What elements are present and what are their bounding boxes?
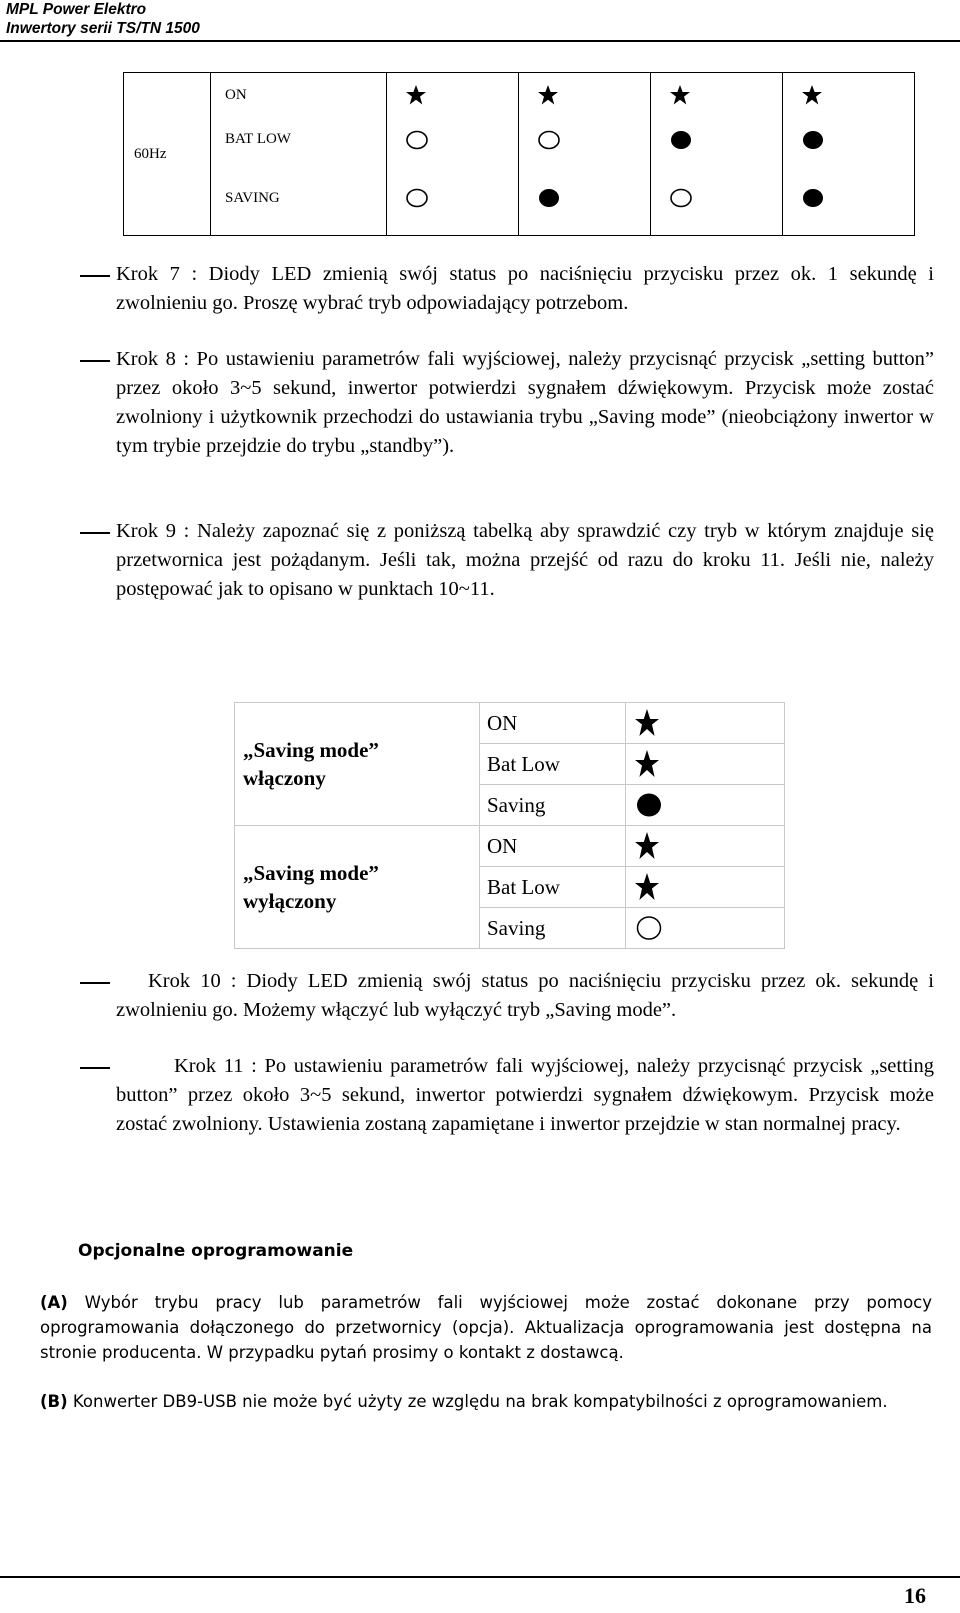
step-10-text: Krok 10 : Diody LED zmienią swój status po naciśnięciu przycisku przez ok. sekundę i zwolnieniu go. Możemy włączyć lub wyłączyć tryb „Saving mode”. — [116, 970, 934, 1021]
step-9-text: Krok 9 : Należy zapoznać się z poniższą tabelką aby sprawdzić czy tryb w którym znajduje się przetwornica jest pożądanym. Jeśli tak, można przejść od razu do kroku 11. Jeśli nie, należy postępować jak to opisano w punktach 10~11. — [116, 520, 934, 600]
step-10-block — [116, 967, 934, 1025]
footer-divider — [0, 1576, 960, 1578]
circle-outline-icon — [519, 117, 651, 161]
saving-mode-title: „Saving mode” — [243, 738, 379, 762]
circle-filled-icon — [626, 785, 785, 826]
saving-mode-on-cell — [235, 703, 480, 826]
saving-row-label: Bat Low — [480, 744, 626, 785]
product-name: Inwertory serii TS/TN 1500 — [6, 20, 200, 37]
star-icon — [626, 826, 785, 867]
option-b-paragraph — [40, 1389, 932, 1414]
option-a-label: (A) — [40, 1293, 68, 1312]
bullet-dash — [80, 1067, 110, 1069]
saving-row-label: ON — [480, 826, 626, 867]
star-icon — [651, 73, 783, 118]
circle-filled-icon — [783, 117, 915, 161]
circle-filled-icon — [651, 117, 783, 161]
saving-mode-state: wyłączony — [243, 889, 337, 913]
star-icon — [387, 73, 519, 118]
header-divider — [0, 40, 960, 42]
circle-filled-icon — [783, 162, 915, 236]
led-row-label-on: ON — [211, 73, 387, 118]
saving-mode-table — [234, 702, 785, 949]
led-status-table-60hz — [123, 72, 915, 236]
saving-row-label: Saving — [480, 785, 626, 826]
bullet-dash — [80, 532, 110, 534]
step-8-text: Krok 8 : Po ustawieniu parametrów fali wyjściowej, należy przycisnąć przycisk „setting button” przez około 3~5 sekund, inwertor potwierdzi sygnałem dźwiękowym. Przycisk może zostać zwolniony i użytkownik przechodzi do ustawiania trybu „Saving mode” (nieobciążony inwertor w tym trybie przejdzie do trybu „standby”). — [116, 348, 934, 457]
circle-outline-icon — [651, 162, 783, 236]
page-number: 16 — [904, 1583, 926, 1608]
star-icon — [626, 867, 785, 908]
company-name: MPL Power Elektro — [6, 1, 147, 18]
circle-outline-icon — [626, 908, 785, 949]
option-a-paragraph — [40, 1290, 932, 1365]
star-icon — [626, 703, 785, 744]
bullet-dash — [80, 275, 110, 277]
saving-row-label: Bat Low — [480, 867, 626, 908]
led-row-label-saving: SAVING — [211, 162, 387, 236]
bullet-dash — [80, 360, 110, 362]
option-b-text: Konwerter DB9-USB nie może być użyty ze względu na brak kompatybilności z oprogramowaniem. — [72, 1392, 888, 1411]
circle-filled-icon — [519, 162, 651, 236]
saving-mode-off-cell — [235, 826, 480, 949]
step-11-text: Krok 11 : Po ustawieniu parametrów fali wyjściowej, należy przycisnąć przycisk „setting button” przez około 3~5 sekund, inwertor potwierdzi sygnałem dźwiękowym. Przycisk może zostać zwolniony. Ustawienia zostaną zapamiętane i inwertor przejdzie w stan normalnej pracy. — [116, 1055, 934, 1135]
star-icon — [626, 744, 785, 785]
bullet-dash — [80, 982, 110, 984]
circle-outline-icon — [387, 117, 519, 161]
step-7-text: Krok 7 : Diody LED zmienią swój status po naciśnięciu przycisku przez ok. 1 sekundę i zwolnieniu go. Proszę wybrać tryb odpowiadający potrzebom. — [116, 263, 934, 314]
frequency-cell: 60Hz — [124, 73, 211, 236]
star-icon — [783, 73, 915, 118]
saving-row-label: ON — [480, 703, 626, 744]
circle-outline-icon — [387, 162, 519, 236]
option-b-label: (B) — [40, 1392, 68, 1411]
saving-mode-title: „Saving mode” — [243, 861, 379, 885]
step-11-block — [116, 1052, 934, 1139]
led-row-label-bat-low: BAT LOW — [211, 117, 387, 161]
section-title: Opcjonalne oprogramowanie — [78, 1241, 354, 1261]
option-a-text: Wybór trybu pracy lub parametrów fali wyjściowej może zostać dokonane przy pomocy oprogramowania dołączonego do przetwornicy (opcja). Aktualizacja oprogramowania jest dostępna na stronie producenta. W przypadku pytań prosimy o kontakt z dostawcą. — [40, 1293, 933, 1362]
saving-row-label: Saving — [480, 908, 626, 949]
saving-mode-state: włączony — [243, 766, 326, 790]
star-icon — [519, 73, 651, 118]
page-header — [6, 0, 200, 38]
